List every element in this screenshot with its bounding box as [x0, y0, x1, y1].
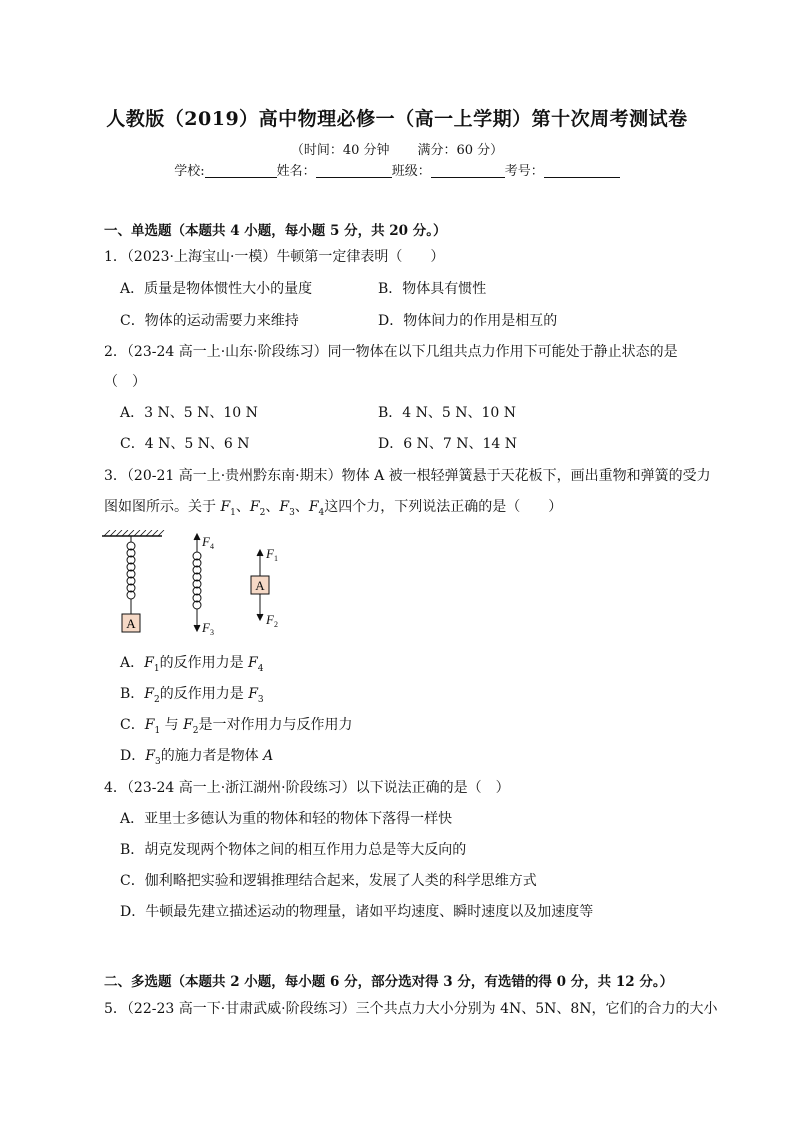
school-label: 学校: [174, 164, 205, 179]
name-label: 姓名： [276, 164, 316, 179]
free-block-label: A [255, 578, 265, 593]
q1-option-c: C．物体的运动需要力来维持 [120, 313, 299, 329]
hanging-block-label: A [126, 616, 136, 631]
q3c-f2: F [183, 717, 193, 733]
q3-option-b [120, 684, 264, 710]
q1-option-a: A．质量是物体惯性大小的量度 [120, 281, 313, 297]
q3d-mid: 的施力者是物体 [160, 748, 264, 764]
section-1-heading: 一、单选题（本题共 4 小题，每小题 5 分，共 20 分。） [104, 223, 447, 239]
question-2-bracket: （ ） [104, 374, 146, 390]
f3-sub: 3 [210, 628, 214, 637]
q3b-sub2: 2 [154, 694, 160, 705]
ceiling [102, 530, 164, 536]
q3b-prefix: B． [120, 686, 145, 702]
q3c-prefix: C． [120, 717, 145, 733]
question-5-stem: 5．（22-23 高一下·甘肃武威·阶段练习）三个共点力大小分别为 4N、5N、8N，它们的合力的大小 [104, 1001, 718, 1017]
q2-option-a: A．3 N、5 N、10 N [120, 405, 258, 421]
question-3-stem-line2: 图如图所示。关于 $F_1$、$F_2$、$F_3$、$F_4$这四个力，下列说法正确的是（ ） [104, 499, 563, 518]
exam-score: 满分：60 分） [417, 143, 504, 158]
q2-option-d: D．6 N、7 N、14 N [378, 436, 517, 452]
q3d-sub3: 3 [154, 756, 161, 767]
q3-f4-sub: 4 [318, 507, 325, 518]
q3-option-c [120, 715, 353, 741]
q3d-f: F [145, 748, 155, 764]
q3c-tail: 是一对作用力与反作用力 [198, 717, 353, 733]
q4-option-a: A．亚里士多德认为重的物体和轻的物体下落得一样快 [120, 811, 453, 827]
q3-option-a [120, 653, 263, 679]
q3b-f2: F [248, 686, 258, 702]
class-field[interactable] [431, 163, 505, 178]
q3c-sub2: 2 [192, 725, 199, 736]
q4-option-c: C．伽利略把实验和逻辑推理结合起来，发展了人类的科学思维方式 [120, 873, 537, 889]
spring-free-body [193, 534, 201, 631]
q1-option-d: D．物体间力的作用是相互的 [378, 313, 558, 329]
name-field[interactable] [316, 163, 392, 178]
q3-option-d [120, 746, 273, 772]
q3-f3-sub: 3 [289, 507, 295, 518]
q3c-sub1: 1 [154, 725, 161, 736]
q4-option-b: B．胡克发现两个物体之间的相互作用力总是等大反向的 [120, 842, 467, 858]
q3-f2-sub: 2 [259, 507, 266, 518]
q3b-f: F [144, 686, 155, 702]
q3a-f: F [144, 655, 154, 671]
section-2-heading: 二、多选题（本题共 2 小题，每小题 6 分，部分选对得 3 分，有选错的得 0 分，共 12 分。） [104, 974, 674, 990]
hanging-spring [127, 536, 135, 614]
q3-f3-var: F [279, 499, 290, 515]
q3-f2-var: F [249, 499, 260, 515]
q4-option-d: D．牛顿最先建立描述运动的物理量，诸如平均速度、瞬时速度以及加速度等 [120, 904, 594, 920]
exam-no-label: 考号： [504, 164, 544, 179]
f4-label: F [202, 534, 210, 549]
question-4-stem: 4．（23-24 高一上·浙江湖州·阶段练习）以下说法正确的是（ ） [104, 780, 510, 796]
q2-option-c: C．4 N、5 N、6 N [120, 436, 250, 452]
f2-label: F [266, 612, 274, 627]
q3b-sub3: 3 [257, 694, 264, 705]
exam-time-score [0, 139, 794, 158]
q3a-sub1: 1 [153, 663, 160, 674]
q3a-f2: F [248, 655, 258, 671]
exam-no-field[interactable] [544, 163, 620, 178]
q3-f4-var: F [308, 499, 319, 515]
question-1-stem: 1．（2023·上海宝山·一模）牛顿第一定律表明（ ） [104, 249, 445, 265]
f1-sub: 1 [274, 554, 278, 563]
q3-f1-sub: 1 [230, 507, 236, 518]
class-label: 班级： [391, 164, 431, 179]
q3-stem2-post: 这四个力，下列说法正确的是（ ） [324, 499, 563, 515]
q1-option-b: B．物体具有惯性 [378, 281, 487, 297]
question-3-stem: 3．（20-21 高一上·贵州黔东南·期末）物体 A 被一根轻弹簧悬于天花板下，画出重物和弹簧的受力 [104, 468, 711, 484]
hanging-block [122, 614, 140, 632]
f3-label: F [202, 620, 210, 635]
f2-sub: 2 [274, 620, 278, 629]
q3b-mid: 的反作用力是 [159, 686, 249, 702]
q3-stem2-pre: 图如图所示。关于 [104, 499, 221, 515]
school-field[interactable] [205, 163, 277, 178]
q3a-mid: 的反作用力是 [159, 655, 249, 671]
f4-sub: 4 [210, 542, 214, 551]
question-2-stem: 2．（23-24 高一上·山东·阶段练习）同一物体在以下几组共点力作用下可能处于静止状态的是 [104, 344, 678, 360]
q3a-prefix: A． [120, 655, 145, 671]
student-info-row [0, 160, 794, 179]
f1-label: F [266, 546, 274, 561]
q2-option-b: B．4 N、5 N、10 N [378, 405, 517, 421]
q3c-mid: 与 [160, 717, 184, 733]
exam-title: 人教版（2019）高中物理必修一（高一上学期）第十次周考测试卷 [106, 108, 688, 130]
spring-force-diagram [100, 530, 300, 640]
q3-f1-var: F [220, 499, 231, 515]
q3c-f: F [144, 717, 155, 733]
exam-time: （时间：40 分钟 [290, 143, 390, 158]
q3a-sub4: 4 [257, 663, 264, 674]
q3d-obj: A [263, 748, 274, 764]
q3d-prefix: D． [120, 748, 146, 764]
